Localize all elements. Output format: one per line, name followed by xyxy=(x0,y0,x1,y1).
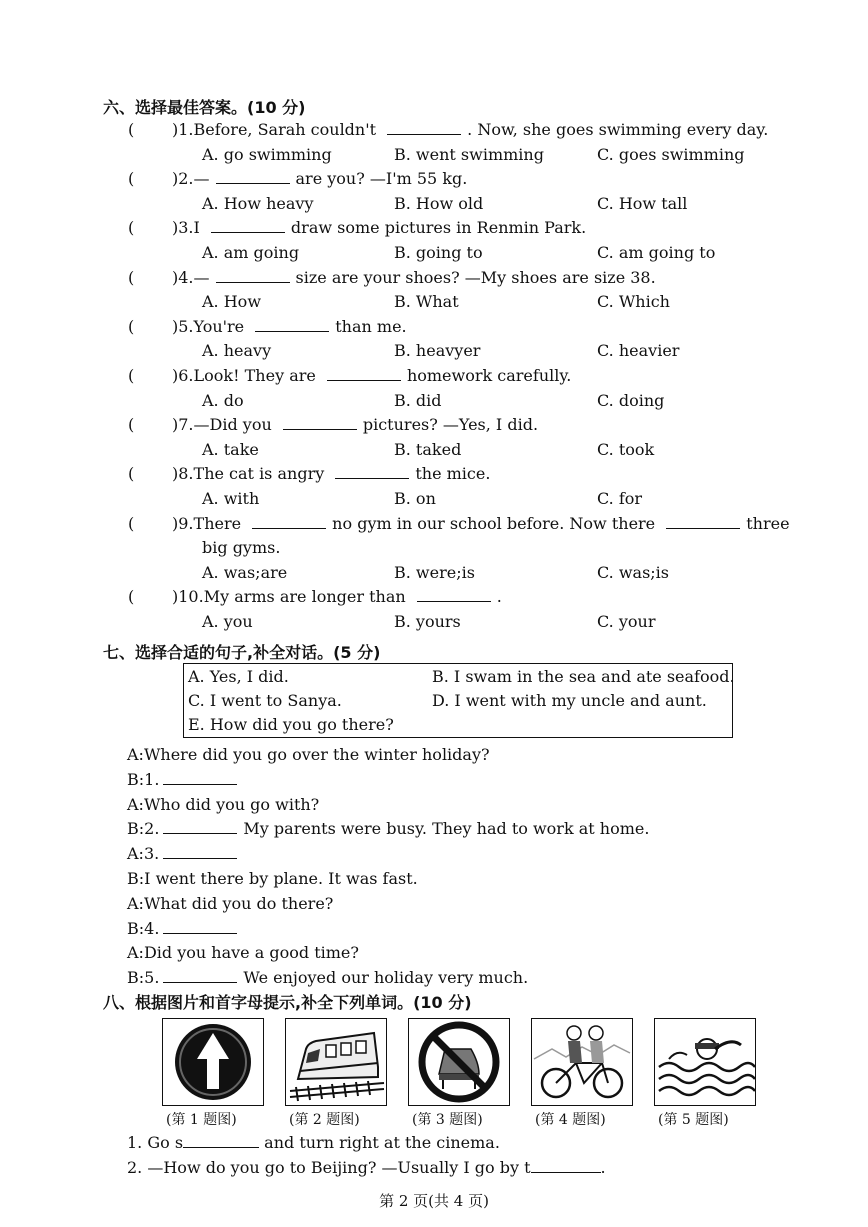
option-b[interactable]: B. did xyxy=(394,390,442,410)
section-6-title: 六、选择最佳答案。(10 分) xyxy=(103,98,306,117)
option-b[interactable]: B. were;is xyxy=(394,562,475,582)
question-text: My arms are longer than xyxy=(203,587,411,607)
option-c[interactable]: C. heavier xyxy=(597,341,680,361)
question-7 xyxy=(172,415,538,434)
answer-blank[interactable] xyxy=(163,844,237,859)
answer-blank[interactable] xyxy=(252,514,326,529)
option-a[interactable]: A. was;are xyxy=(202,562,288,582)
question-text: The cat is angry xyxy=(193,464,330,484)
speaker-label: A: xyxy=(127,844,144,864)
no-piano-sign-icon xyxy=(408,1018,510,1106)
option-a[interactable]: A. do xyxy=(202,390,244,410)
answer-paren[interactable]: ( xyxy=(128,316,135,336)
answer-blank[interactable] xyxy=(417,587,491,602)
question-text: There xyxy=(193,513,247,533)
choice-box xyxy=(183,663,733,738)
question-text: size are your shoes? —My shoes are size 38. xyxy=(295,267,656,287)
option-b[interactable]: B. going to xyxy=(394,242,483,262)
dialogue-text: 1. xyxy=(144,769,160,789)
page-footer: 第 2 页(共 4 页) xyxy=(379,1192,489,1210)
word-item-1-rest: and turn right at the cinema. xyxy=(259,1133,500,1152)
choice-a: A. Yes, I did. xyxy=(188,667,289,686)
answer-blank[interactable] xyxy=(387,120,461,135)
swimmer-icon xyxy=(654,1018,756,1106)
question-number: )5. xyxy=(172,316,194,336)
answer-paren[interactable]: ( xyxy=(128,513,135,533)
option-b[interactable]: B. How old xyxy=(394,193,484,213)
answer-blank[interactable] xyxy=(211,218,285,233)
option-c[interactable]: C. for xyxy=(597,488,643,508)
question-text: are you? —I'm 55 kg. xyxy=(295,169,468,189)
question-text: — xyxy=(193,267,210,287)
dialogue-line xyxy=(127,745,490,764)
answer-paren[interactable]: ( xyxy=(128,587,135,607)
answer-paren[interactable]: ( xyxy=(128,464,135,484)
answer-blank[interactable] xyxy=(283,415,357,430)
question-text: . xyxy=(496,587,502,607)
question-text: three xyxy=(746,513,790,533)
dialogue-text: 2. xyxy=(144,819,160,839)
option-c[interactable]: C. goes swimming xyxy=(597,144,745,164)
answer-blank[interactable] xyxy=(531,1158,601,1173)
word-item-2-rest: . xyxy=(600,1158,606,1177)
question-text: pictures? —Yes, I did. xyxy=(362,415,539,435)
caption-2: (第 2 题图) xyxy=(289,1112,360,1128)
option-a[interactable]: A. How heavy xyxy=(202,193,314,213)
dialogue-line xyxy=(127,844,243,863)
question-number: )8. xyxy=(172,464,194,484)
answer-blank[interactable] xyxy=(163,968,237,983)
option-c[interactable]: C. took xyxy=(597,439,655,459)
option-a[interactable]: A. go swimming xyxy=(202,144,332,164)
option-a[interactable]: A. you xyxy=(202,611,253,631)
answer-paren[interactable]: ( xyxy=(128,415,135,435)
question-2 xyxy=(172,169,467,188)
choice-c: C. I went to Sanya. xyxy=(188,691,342,710)
question-text: Before, Sarah couldn't xyxy=(193,120,382,139)
answer-blank[interactable] xyxy=(163,770,237,785)
speaker-label: A: xyxy=(127,745,144,764)
caption-1: (第 1 题图) xyxy=(166,1112,237,1128)
dialogue-text: My parents were busy. They had to work at home. xyxy=(243,819,650,839)
question-number: )3. xyxy=(172,218,194,238)
option-c[interactable]: C. Which xyxy=(597,292,670,312)
answer-blank[interactable] xyxy=(666,514,740,529)
question-4 xyxy=(172,268,656,287)
word-item-2-text: 2. —How do you go to Beijing? —Usually I go by t xyxy=(127,1158,531,1177)
dialogue-text: Where did you go over the winter holiday? xyxy=(143,745,490,764)
answer-blank[interactable] xyxy=(216,268,290,283)
question-8 xyxy=(172,464,490,483)
question-text: no gym in our school before. Now there xyxy=(332,513,661,533)
train-icon xyxy=(285,1018,387,1106)
caption-4: (第 4 题图) xyxy=(535,1112,606,1128)
caption-3: (第 3 题图) xyxy=(412,1112,483,1128)
question-text: homework carefully. xyxy=(406,366,572,385)
option-c[interactable]: C. How tall xyxy=(597,193,688,213)
dialogue-line xyxy=(127,819,649,838)
dialogue-text: Who did you go with? xyxy=(143,794,320,814)
question-text: . Now, she goes swimming every day. xyxy=(467,120,769,139)
dialogue-text: What did you do there? xyxy=(143,893,334,913)
speaker-label: B: xyxy=(127,968,145,988)
question-number: )6. xyxy=(172,366,194,385)
answer-paren[interactable]: ( xyxy=(128,267,135,287)
dialogue-text: 3. xyxy=(143,844,160,864)
question-continuation: big gyms. xyxy=(202,538,281,558)
question-text: than me. xyxy=(335,316,407,336)
answer-blank[interactable] xyxy=(216,169,290,184)
dialogue-line xyxy=(127,943,359,962)
dialogue-text: 4. xyxy=(144,918,160,938)
question-10 xyxy=(172,587,502,606)
answer-blank[interactable] xyxy=(255,317,329,332)
option-a[interactable]: A. How xyxy=(202,292,262,312)
option-c[interactable]: C. was;is xyxy=(597,562,670,582)
dialogue-line xyxy=(127,795,319,814)
straight-arrow-sign-icon xyxy=(162,1018,264,1106)
dialogue-text: I went there by plane. It was fast. xyxy=(144,869,418,888)
question-text: I xyxy=(193,218,205,238)
answer-blank[interactable] xyxy=(163,919,237,934)
option-b[interactable]: B. taked xyxy=(394,439,462,459)
question-number: )9. xyxy=(172,513,194,533)
question-text: —Did you xyxy=(193,415,277,435)
question-text: draw some pictures in Renmin Park. xyxy=(290,218,587,238)
option-b[interactable]: B. heavyer xyxy=(394,341,481,361)
option-a[interactable]: A. am going xyxy=(202,242,300,262)
option-a[interactable]: A. heavy xyxy=(202,341,272,361)
dialogue-text: Did you have a good time? xyxy=(143,943,359,963)
dialogue-line xyxy=(127,968,528,987)
speaker-label: A: xyxy=(127,794,144,814)
question-3 xyxy=(172,218,586,237)
option-b[interactable]: B. What xyxy=(394,292,459,312)
answer-blank[interactable] xyxy=(163,819,237,834)
dialogue-text: We enjoyed our holiday very much. xyxy=(243,968,529,988)
question-number: )2. xyxy=(172,169,194,189)
speaker-label: B: xyxy=(127,869,145,888)
question-text: Look! They are xyxy=(193,366,321,385)
word-item-1 xyxy=(127,1133,500,1152)
caption-5: (第 5 题图) xyxy=(658,1112,729,1128)
dialogue-line xyxy=(127,919,243,938)
question-number: )4. xyxy=(172,267,194,287)
speaker-label: A: xyxy=(127,943,144,963)
speaker-label: B: xyxy=(127,819,145,839)
choice-e: E. How did you go there? xyxy=(188,715,394,734)
dialogue-line xyxy=(127,770,243,789)
question-9 xyxy=(172,514,790,533)
option-b[interactable]: B. on xyxy=(394,488,436,508)
answer-blank[interactable] xyxy=(335,464,409,479)
option-b[interactable]: B. went swimming xyxy=(394,144,544,164)
option-c[interactable]: C. doing xyxy=(597,390,665,410)
answer-paren[interactable]: ( xyxy=(128,218,135,238)
dialogue-line xyxy=(127,869,418,888)
kids-riding-bike-icon xyxy=(531,1018,633,1106)
option-a[interactable]: A. with xyxy=(202,488,260,508)
question-text: the mice. xyxy=(415,464,491,484)
option-a[interactable]: A. take xyxy=(202,439,259,459)
question-number: )7. xyxy=(172,415,194,435)
section-7-title: 七、选择合适的句子,补全对话。(5 分) xyxy=(103,643,381,662)
choice-b: B. I swam in the sea and ate seafood. xyxy=(432,667,735,686)
option-c[interactable]: C. your xyxy=(597,611,656,631)
choice-d: D. I went with my uncle and aunt. xyxy=(432,691,707,710)
answer-blank[interactable] xyxy=(183,1133,259,1148)
speaker-label: B: xyxy=(127,918,145,938)
question-6 xyxy=(172,366,571,385)
speaker-label: A: xyxy=(127,893,144,913)
question-text: You're xyxy=(193,316,250,336)
section-8-title: 八、根据图片和首字母提示,补全下列单词。(10 分) xyxy=(103,993,472,1012)
question-1 xyxy=(172,120,768,139)
question-number: )10. xyxy=(172,587,204,607)
answer-paren[interactable]: ( xyxy=(128,366,135,385)
dialogue-text: 5. xyxy=(144,968,160,988)
answer-blank[interactable] xyxy=(327,366,401,381)
option-c[interactable]: C. am going to xyxy=(597,242,716,262)
question-number: )1. xyxy=(172,120,194,139)
word-item-1-text: 1. Go s xyxy=(127,1133,184,1152)
option-b[interactable]: B. yours xyxy=(394,611,461,631)
word-item-2 xyxy=(127,1158,606,1177)
question-5 xyxy=(172,317,407,336)
speaker-label: B: xyxy=(127,769,145,789)
question-text: — xyxy=(193,169,210,189)
answer-paren[interactable]: ( xyxy=(128,169,135,189)
answer-paren[interactable]: ( xyxy=(128,120,135,139)
dialogue-line xyxy=(127,894,333,913)
